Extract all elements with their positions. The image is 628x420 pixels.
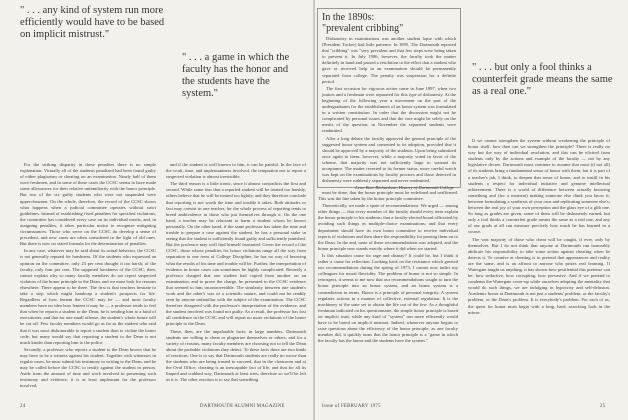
paragraph: These, then, are the unpalatable facts: in large numbers, Dartmouth students are willing to cheat or plagiarize themselves or others, and for a variety of reasons, many faculty members are choosing not to tell the Dean about the probable violations they detect. To these facts there are two kinds of reactions. One is to say that Dartmouth students are really no worse than the students who are being trusted to succeed, that in the classroom and at the Oval Office, cheating is an inescapable fact of life, and that for all its limped and crabbed way, Dartmouth at least tries; therefore so we'll be left as it is. The other reaction is to say that something: [166, 328, 306, 383]
pull-quote-game: " . . . a game in which the faculty has the honor and the students have the system.": [182, 52, 290, 99]
right-column-b: [468, 138, 610, 400]
page-gutter: [313, 0, 315, 420]
page-number-left: 24: [20, 404, 26, 409]
paragraph: After a long debate the faculty approved the general principle of the suggested honor system and consented to its adoption, provided that it should be approved by a majority of the students. Upon being submitted once again to them, however, while a majority voted in favor of the scheme, that majority was not sufficiently large to warrant its acceptance. The matter reverted to its former status, more careful watch was kept on the examinations by faculty proctors and those detected in dishonesty were ruthlessly separated and never readmitted.: [322, 135, 456, 184]
paragraph: In any case, whatever may be said about its actual behavior, the CCSC is not generally reputed for harshness. Of the students who expressed an opinion on the committee, only 23 per cent thought it too harsh; of the faculty, only four per cent. The supposed harshness of the CCSC, then, cannot explain why so many faculty members do not report suspected violators of the honor principle to the Dean, and we must look for reasons elsewhere. There appear to be three. The first is that teachers hesitate to take a step which might handicap a student's prospects for life. Regardless of how lenient the CCSC may be — and most faculty members have no idea how lenient it may be — a professor tends to feel that when he reports a student to the Dean, he is sending him to a kind of executioner, and that for one small offense, the student's whole future will be cut off. Few faculty members would go as far as the student who said that it was most dishonorable to report a student than to violate the honor code, but many would say that reporting a student to the Dean is not much kinder than reporting him to the police.: [20, 248, 156, 345]
paragraph: Secondly, a professor who reports a student to the Dean knows that he may have to be a witness against his student. Together with witnesses in regular cases, he must submit his testimony in writing to the Dean, and he may be called before the CCSC to testify against the student in person. Aside from the amount of time and work involved in presenting such testimony and evidence, it is at least unpleasant for the professor involved,: [20, 346, 156, 389]
paragraph: For the striking disparity in these penalties there is no simple explanation. Virtually all of the students penalized had been found guilty of either plagiarism or cheating on an examination. Nearly half of them were freshmen, and in some of these cases the CCSC seems to have made some allowances for their relative unfamiliarity with the honor principle. But two of the six guilty students who were not suspended were upperclassmen. On the whole, therefore, the record of the CCSC shows what happens when a judicial committee operates without strict guidelines. Instead of establishing fixed penalties for specified violations, the committee has considered every case on its individual merits, and, in assigning penalties, it takes particular notice to recognize mitigating circumstances. Those who serve on the CCSC do develop a sense of precedent, and new cases are often considered in the light of old ones. But there is now no stated formula for the determination of penalties.: [20, 162, 156, 247]
left-column-b: [166, 162, 306, 400]
paragraph: Theoretically, we made a spate of recommendations. We urged — among other things — that every member of the faculty should every term explain the honor principle to his students; that a faculty-elected board officiated by avoiding such things as multiple-choice examinations; and that every department should have its own honor committee to receive individual reports of violations and then share the responsibility for passing them on to the Dean. In the end, none of these recommendations was adopted, and the honor principle now stands exactly where it did when we started.: [318, 203, 458, 251]
magazine-title-folio: DARTMOUTH ALUMNI MAGAZINE: [200, 404, 285, 409]
history-sidebar-box: [317, 8, 461, 191]
sidebar-title-line1: In the 1890s:: [322, 12, 375, 23]
left-column-a: [20, 162, 156, 400]
sidebar-title: [322, 12, 456, 34]
paragraph: The third reason is a little ironic, since it almost contradicts the first and second. While some fear that a reported student will be treated too harshly, others believe that he will be treated too lightly, and they therefore conclude that reporting is not worth the time and trouble it takes. Both attitudes or fact may coexist in one teacher, for the whole process of reporting tends to breed ambivalence in those who put themselves through it. On the one hand, a teacher may be reluctant to harm a student whom he knows personally. On the other hand, if the same professor has taken the time and trouble to prepare a case against the student, he has a personal stake in seeing that the student is sufficiently found guilty and sufficiently punished. But the professor may well find himself frustrated. Given the record of the CCSC, those whose penalties for honor violations range all the way from separation to one term of College Discipline, he has no way of knowing what the results of his time and trouble will be. Further, the interpretation of evidence in honor cases can sometimes be highly complicated. Recently a professor charged that one student had copied from another on an examination, and to prove the charge, he presented to the CCSC evidence that seemed to him incontrovertible. The similarity between one student's work and the other's was of a scientific nature, and could not be readily seen by anyone unfamiliar with the subject of the examination. The CCSC therefore disagreed with the professor's interpretation of the evidence, and the student involved was found not guilty. As a result, the professor has lost all confidence in the CCSC and will report no more violations of the honor principle to the Dean.: [166, 181, 306, 327]
paragraph: must be done, that the honor principle must be redefined and reaffirmed. This was the line taken by the honor principle committee.: [318, 190, 458, 202]
paragraph: The vast majority of those who cheat will be caught, if ever, only by themselves. But I do not think that anyone at Dartmouth can honorably abdicate his responsibility to take some action against cheating when he detects it. To connive at cheating is to pretend that appearances and reality are the same, and is an affront to anyone who prizes real learning. If Watergate taught us anything, it has shown how pestilential this pretense can be: how seductive, how corrupting, how pervasive. And if we pretend to condemn the Watergate cover-up while ourselves adopting the mentality that would do such things, we are indulging in hypocrisy and self-delusion. Academic honor at Dartmouth is not just a students' problem, or the faculty's problem, or the Dean's problem. It is everybody's problem. For each of us, the quest for honor must begin with a long, hard, searching look in the mirror.: [468, 236, 610, 315]
sidebar-credit: Leon Burr Richardson, History of Dartmouth College: [355, 185, 454, 191]
paragraph: Is this situation cause for rage and dismay? It could be, but I think it rather a cause for reflection. Looking back on the resistance which greeted our recommendations during the spring of 1973, I cannot now indict my colleagues for moral flaccidity. The problem of honor is not so simple. In retrospect, it seems to me now that our recommendations sought to turn the honor principle into an honor system, and an honor system is a contradiction in terms. Honor is a principle of personal integrity. A system regulates actions in a manner of collective, external regulation. It is the machinery of the state set to obtain the life out of the few. As a thoughtful freshman indicated on his questionnaire, the simple honor principle is based on implicit trust, while any kind of "system" run more efficiently would have to be based on implicit mistrust. Indeed, whenever anyone begins to raise questions about the efficiency of the honor principle, as one faculty member did, it quickly turns that the honor principle is a "game in which the faculty has the honor and the students have the system.": [318, 252, 458, 344]
sidebar-body: [322, 36, 456, 184]
sidebar-title-line2: "prevalent cribbing": [322, 23, 404, 34]
right-column-a: [318, 190, 458, 400]
paragraph: and if the student is well known to him, it can be painful. In the face of the work, time, and unpleasantness involved, the temptation not to report a suspected violation is almost irresistible.: [166, 162, 306, 180]
paragraph: The first occasion for vigorous action came in June 1897, when two juniors and a freshman were separated for this type of dishonesty. At the beginning of the following year a movement on the part of the undergraduates for the establishment of an honor system was formulated in a written constitution. In order that the discussion might not be complicated by personal issues and that the vote might be solely on the merits of the question, in November the separated students were readmitted.: [322, 85, 456, 134]
pull-quote-mistrust: " . . . any kind of system run more efficiently would have to be based on implicit mistrust.": [20, 5, 165, 40]
paragraph: Dishonesty in examinations was another student lapse with which [President Tucker] had little patience. In 1895, The Dartmouth reported that "cribbing" was "very prevalent and that few steps were being taken to prevent it. In July 1986, however, the faculty took the matter definitely in hand and passed a resolution to the effect that a student who gave or received help in an examination should be permanently separated from college. The penalty was suspension for a definite period.: [322, 36, 456, 84]
page-number-right: 25: [600, 404, 606, 409]
issue-folio: Issue of FEBRUARY 1975: [322, 404, 381, 409]
paragraph: If we cannot strengthen the system without weakening the principle of honor itself, how then can we strengthen the principle? There is really no way but the way of individual resolution, and this can be elicited from students only by the actions and example of the faculty — not by any legislative decree. Dartmouth must continue to assume that most (if not all) of its students bring a fundamental sense of honor with them, but it is part of a teacher's job, I think, to deepen that sense of honor, and to instill in his students a respect for individual initiative and genuine intellectual achievement. There is a world of difference between actually knowing something and (for a moment) making someone else think you know it; between formulating a synthesis of your own and replicating someone else's; between the real joy of your own perception and the glass eye of a glib one. So long as grades are given, some of them will be dishonestly earned, but only a fool thinks a counterfeit grade means the same as a real one, and any of our grads at all can measure precisely how much he has learned in a course.: [468, 138, 610, 235]
pull-quote-counterfeit: " . . . but only a fool thinks a counterfeit grade means the same as a real one.": [472, 62, 613, 97]
